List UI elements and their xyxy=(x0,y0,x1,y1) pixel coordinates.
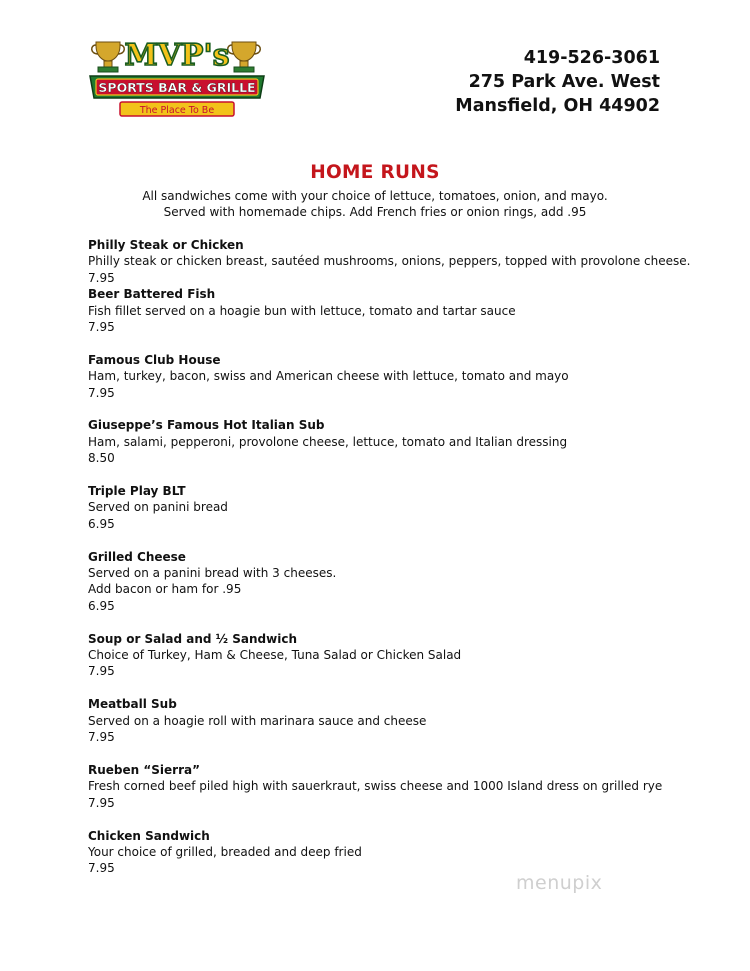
menu-item xyxy=(88,237,691,286)
logo-line: SPORTS BAR & GRILLE xyxy=(98,80,256,95)
item-price: 6.95 xyxy=(88,516,115,531)
item-price: 7.95 xyxy=(88,730,115,745)
menu-item xyxy=(88,352,688,401)
item-name: Soup or Salad and ½ Sandwich xyxy=(88,631,297,646)
item-name: Rueben “Sierra” xyxy=(88,762,200,777)
item-description: Fish fillet served on a hoagie bun with lettuce, tomato and tartar sauce xyxy=(88,303,516,318)
item-description: Your choice of grilled, breaded and deep fried xyxy=(88,844,362,859)
item-price: 7.95 xyxy=(88,320,115,335)
menu-item xyxy=(88,696,688,745)
item-name: Grilled Cheese xyxy=(88,549,186,564)
item-price: 7.95 xyxy=(88,664,115,679)
item-description: Served on a hoagie roll with marinara sauce and cheese xyxy=(88,713,427,728)
item-description: Ham, turkey, bacon, swiss and American cheese with lettuce, tomato and mayo xyxy=(88,369,569,384)
contact-block xyxy=(455,46,660,118)
menu-item xyxy=(88,483,688,532)
intro-line-1: All sandwiches come with your choice of lettuce, tomatoes, onion, and mayo. xyxy=(142,189,608,203)
item-name: Chicken Sandwich xyxy=(88,828,210,843)
item-description: Philly steak or chicken breast, sautéed mushrooms, onions, peppers, topped with provolone cheese. xyxy=(88,254,691,269)
item-price: 7.95 xyxy=(88,861,115,876)
menu-item xyxy=(88,828,688,877)
menu-list xyxy=(88,237,691,893)
logo-tagline: The Place To Be xyxy=(139,105,215,116)
menu-item xyxy=(88,631,688,680)
item-price: 7.95 xyxy=(88,795,115,810)
item-description: Choice of Turkey, Ham & Cheese, Tuna Salad or Chicken Salad xyxy=(88,648,462,663)
intro-line-2: Served with homemade chips. Add French fries or onion rings, add .95 xyxy=(163,205,587,219)
mvps-logo xyxy=(86,32,268,120)
street-address: 275 Park Ave. West xyxy=(468,72,660,92)
menu-item xyxy=(88,549,688,615)
item-name: Meatball Sub xyxy=(88,697,177,712)
item-name: Philly Steak or Chicken xyxy=(88,238,244,252)
item-description: Served on a panini bread with 3 cheeses. xyxy=(88,566,337,581)
phone-number: 419-526-3061 xyxy=(523,48,660,68)
city-state-zip: Mansfield, OH 44902 xyxy=(455,96,660,116)
item-name: Triple Play BLT xyxy=(88,484,186,499)
item-name: Beer Battered Fish xyxy=(88,287,216,302)
menu-item xyxy=(88,286,688,335)
menu-item xyxy=(88,417,688,466)
item-name: Famous Club House xyxy=(88,352,221,367)
watermark: menupix xyxy=(516,872,603,894)
section-title: HOME RUNS xyxy=(310,162,440,183)
item-price: 7.95 xyxy=(88,385,115,400)
menu-item xyxy=(88,762,688,811)
item-price: 7.95 xyxy=(88,270,115,285)
item-price: 6.95 xyxy=(88,598,115,613)
section-intro xyxy=(0,188,750,220)
item-description: Served on panini bread xyxy=(88,500,228,515)
trophy-right-icon xyxy=(228,42,261,72)
item-price: 8.50 xyxy=(88,451,115,466)
trophy-left-icon xyxy=(92,42,125,72)
item-description: Ham, salami, pepperoni, provolone cheese, lettuce, tomato and Italian dressing xyxy=(88,434,568,449)
logo-name: MVP's xyxy=(124,38,230,73)
item-description: Fresh corned beef piled high with sauerkraut, swiss cheese and 1000 Island dress on grilled rye xyxy=(88,779,663,794)
item-addon: Add bacon or ham for .95 xyxy=(88,582,242,597)
item-name: Giuseppe’s Famous Hot Italian Sub xyxy=(88,418,325,433)
